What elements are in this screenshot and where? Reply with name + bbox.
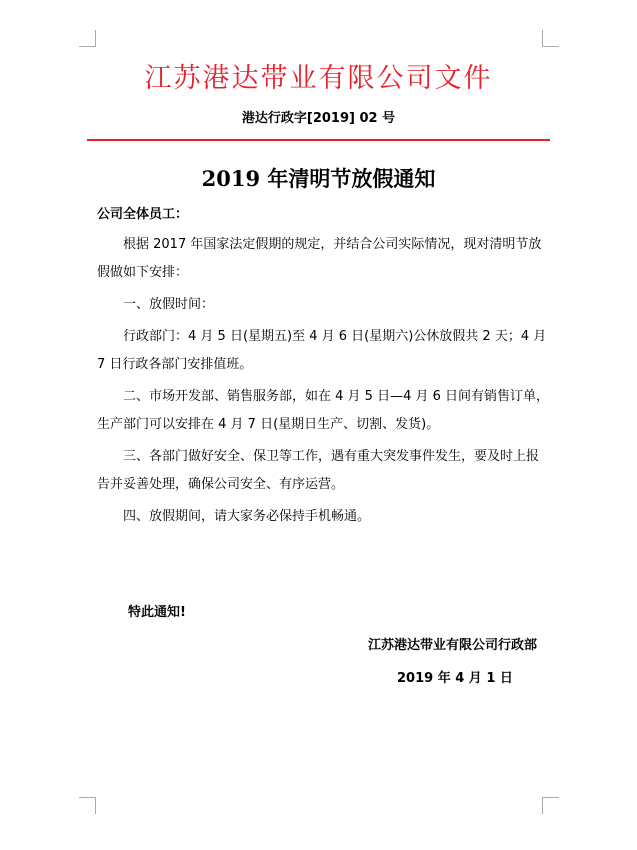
paragraph-item-3: 三、各部门做好安全、保卫等工作，遇有重大突发事件发生，要及时上报告并妥善处理，确保公司安全、有序运营。: [97, 449, 540, 492]
header-divider: [87, 139, 550, 141]
paragraph-admin-schedule: 行政部门：4 月 5 日(星期五)至 4 月 6 日(星期六)公休放假共 2 天；4 月 7 日行政各部门安排值班。: [97, 329, 547, 372]
salutation: 公司全体员工：: [97, 207, 189, 222]
signature-department: 江苏港达带业有限公司行政部: [367, 638, 537, 653]
paragraph-item-2: 二、市场开发部、销售服务部，如在 4 月 5 日—4 月 6 日间有销售订单，生产部门可以安排在 4 月 7 日(星期日生产、切割、发货)。: [97, 389, 550, 432]
paragraph-intro: 根据 2017 年国家法定假期的规定，并结合公司实际情况，现对清明节放假做如下安排：: [97, 237, 542, 280]
document-number: 港达行政字[2019] 02 号: [241, 111, 396, 126]
notice-title: 2019 年清明节放假通知: [201, 166, 436, 191]
crop-mark-bottom-left: [79, 797, 96, 814]
paragraph-item-1: 一、放假时间：: [123, 297, 215, 312]
crop-mark-bottom-right: [542, 797, 559, 814]
paragraph-item-4: 四、放假期间，请大家务必保持手机畅通。: [123, 509, 371, 524]
crop-mark-top-left: [79, 30, 96, 47]
company-document-title: 江苏港达带业有限公司文件: [144, 63, 493, 94]
notice-body: [97, 231, 549, 535]
closing-line: 特此通知!: [128, 605, 186, 620]
signature-date: 2019 年 4 月 1 日: [397, 671, 513, 686]
crop-mark-top-right: [542, 30, 559, 47]
